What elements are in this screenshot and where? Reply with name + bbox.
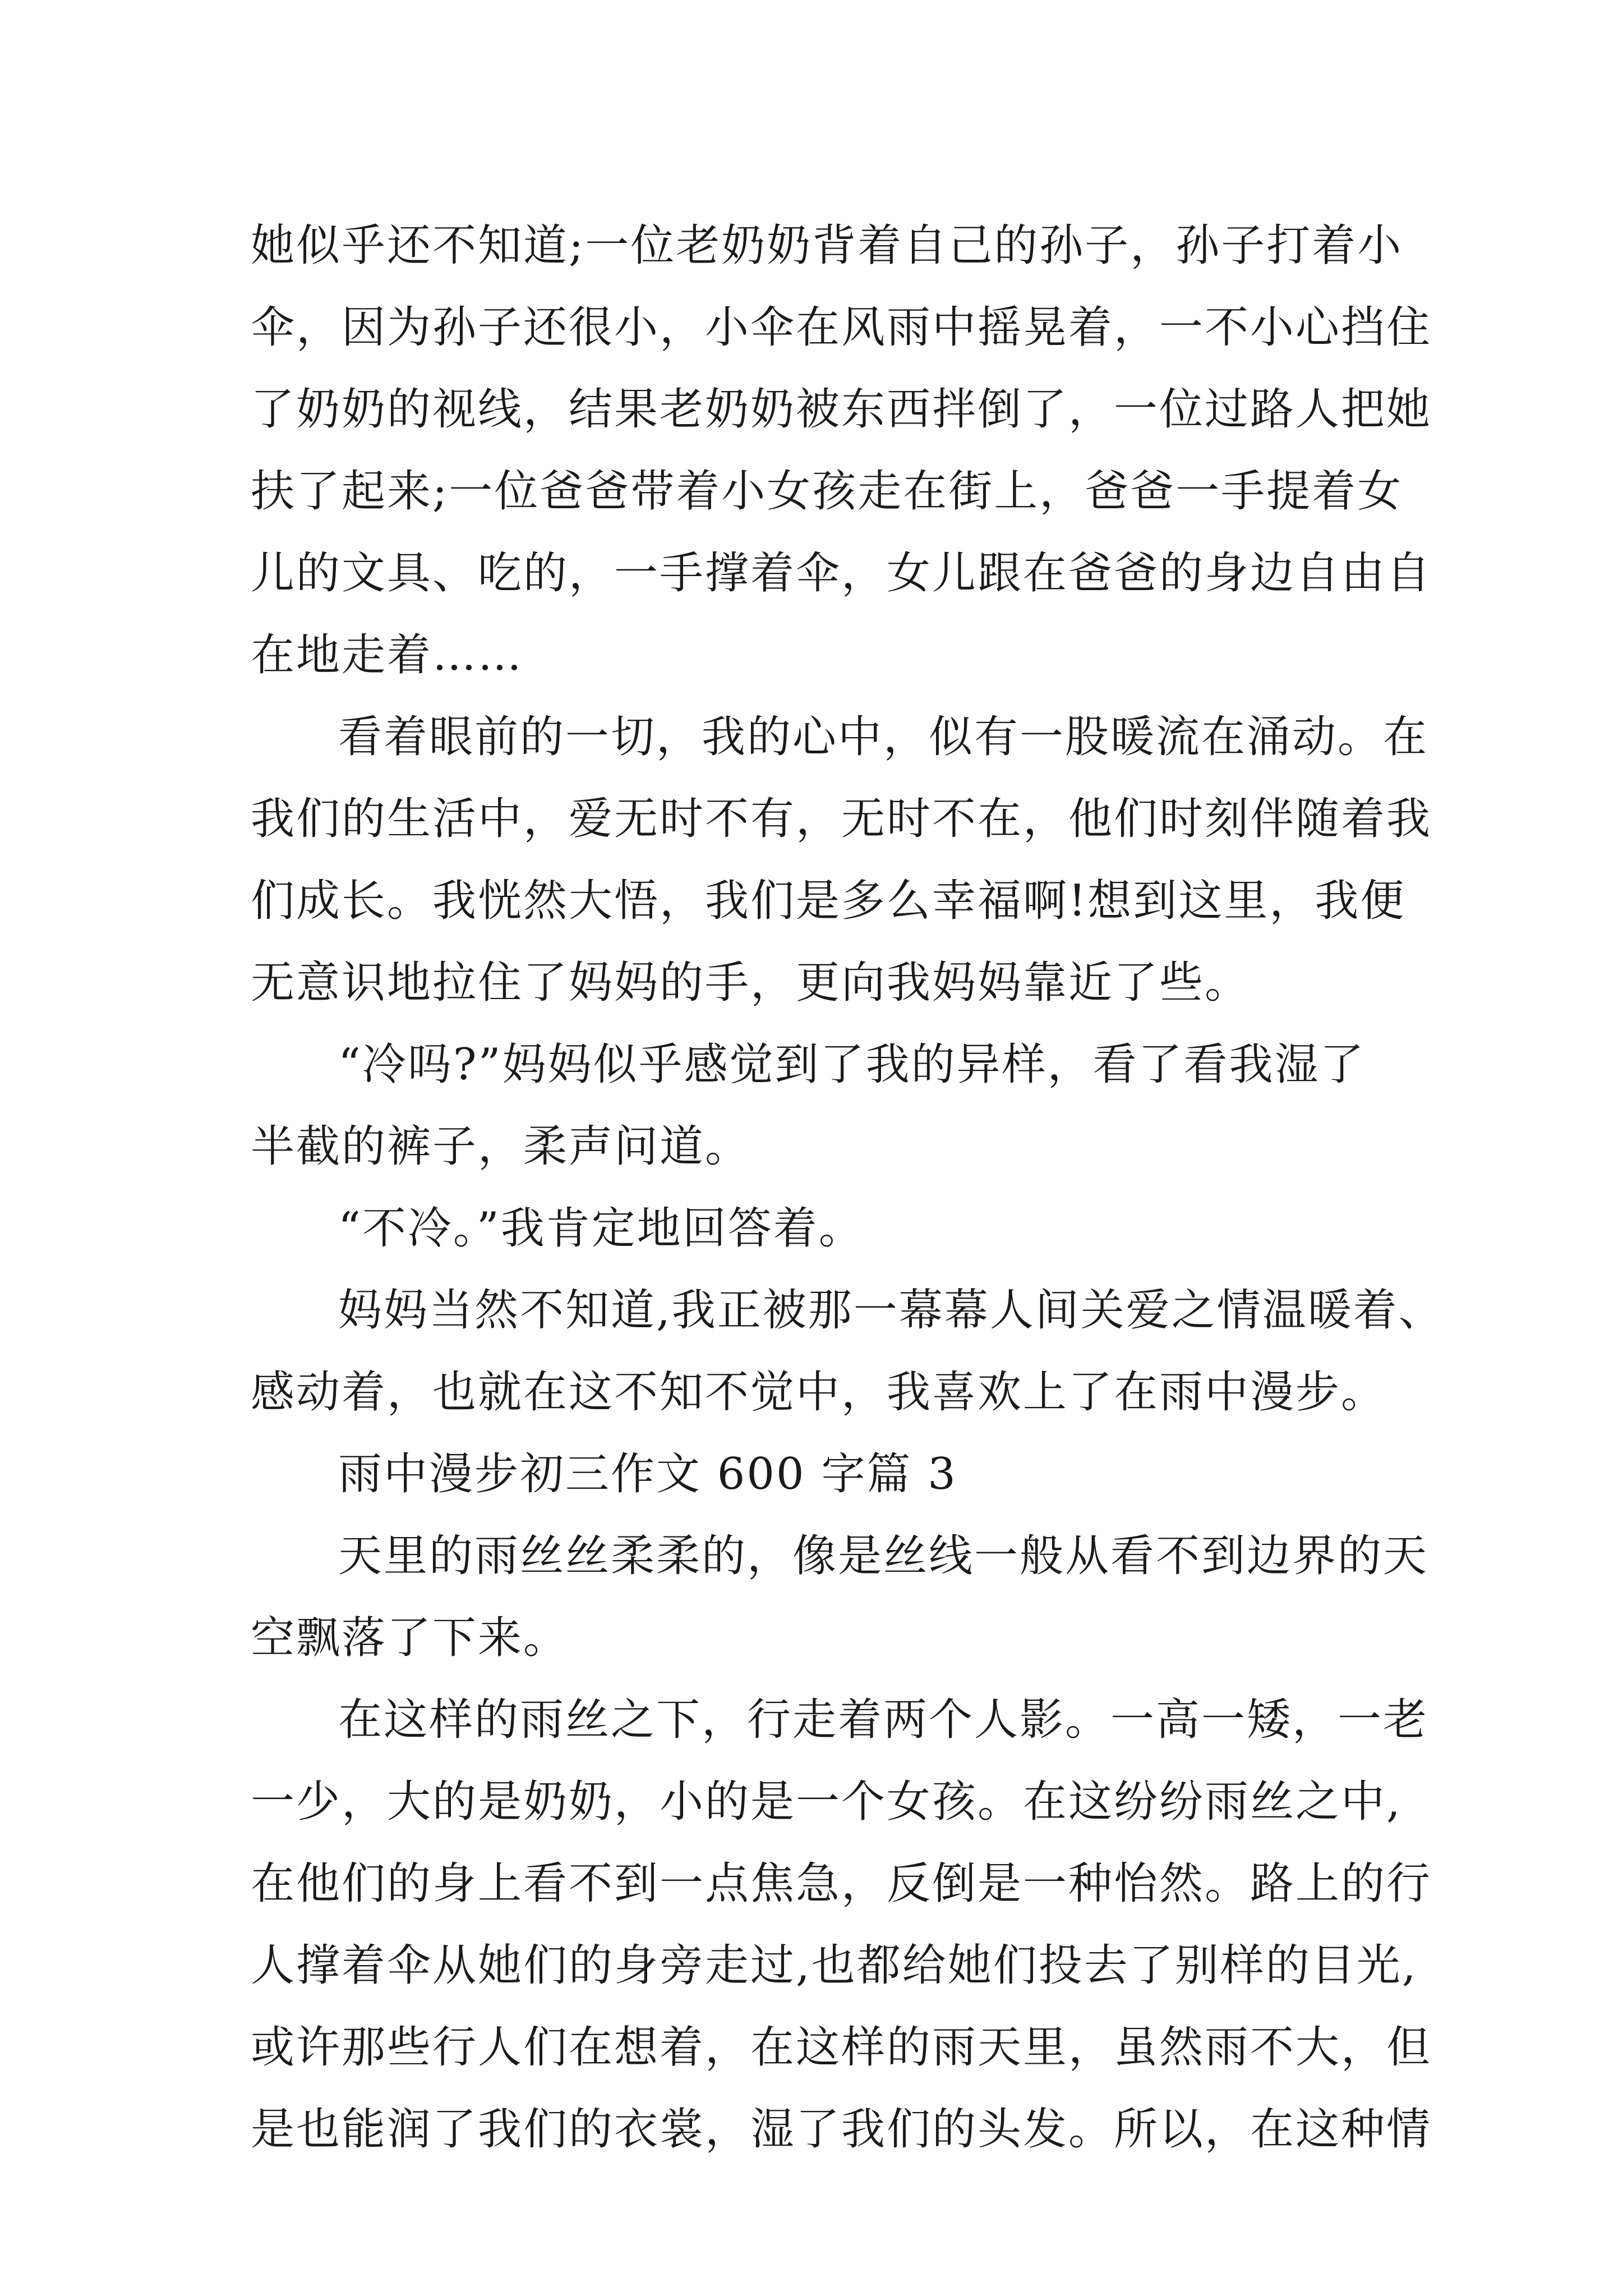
text-line: 看着眼前的一切，我的心中，似有一股暖流在涌动。在 — [338, 712, 1429, 762]
text-line: 半截的裤子，柔声问道。 — [251, 1121, 751, 1172]
text-line: 人撑着伞从她们的身旁走过,也都给她们投去了别样的目光, — [251, 1940, 1418, 1991]
text-line: 扶了起来;一位爸爸带着小女孩走在街上，爸爸一手提着女 — [251, 466, 1403, 517]
text-line: 我们的生活中，爱无时不有，无时不在，他们时刻伴随着我 — [251, 794, 1432, 844]
text-line: 妈妈当然不知道,我正被那一幕幕人间关爱之情温暖着、 — [338, 1285, 1444, 1336]
text-line: 了奶奶的视线，结果老奶奶被东西拌倒了，一位过路人把她 — [251, 384, 1432, 435]
body-text — [251, 205, 1444, 2170]
text-line: 们成长。我恍然大悟，我们是多么幸福啊!想到这里，我便 — [251, 876, 1406, 926]
text-line: 她似乎还不知道;一位老奶奶背着自己的孙子，孙子打着小 — [251, 220, 1403, 271]
text-line: 一少，大的是奶奶，小的是一个女孩。在这纷纷雨丝之中, — [251, 1777, 1402, 1827]
text-line: 天里的雨丝丝柔柔的，像是丝线一般从看不到边界的天 — [338, 1531, 1429, 1581]
text-line: 空飘落了下来。 — [251, 1613, 569, 1663]
text-line: “冷吗?”妈妈似乎感觉到了我的异样，看了看我湿了 — [338, 1039, 1366, 1090]
text-line: 伞，因为孙子还很小，小伞在风雨中摇晃着，一不小心挡住 — [251, 302, 1432, 353]
text-line: 感动着，也就在这不知不觉中，我喜欢上了在雨中漫步。 — [251, 1367, 1387, 1418]
text-line: 在地走着…… — [251, 630, 524, 680]
text-line: “不冷。”我肯定地回答着。 — [338, 1203, 864, 1254]
text-line: 在这样的雨丝之下，行走着两个人影。一高一矮，一老 — [338, 1695, 1429, 1745]
text-line: 是也能润了我们的衣裳，湿了我们的头发。所以，在这种情 — [251, 2104, 1432, 2155]
text-line: 无意识地拉住了妈妈的手，更向我妈妈靠近了些。 — [251, 958, 1251, 1008]
text-line: 儿的文具、吃的，一手撑着伞，女儿跟在爸爸的身边自由自 — [251, 548, 1432, 599]
text-line: 在他们的身上看不到一点焦急，反倒是一种怡然。路上的行 — [251, 1858, 1432, 1909]
text-line: 或许那些行人们在想着，在这样的雨天里，虽然雨不大，但 — [251, 2022, 1432, 2073]
section-heading: 雨中漫步初三作文 600 字篇 3 — [338, 1449, 957, 1499]
